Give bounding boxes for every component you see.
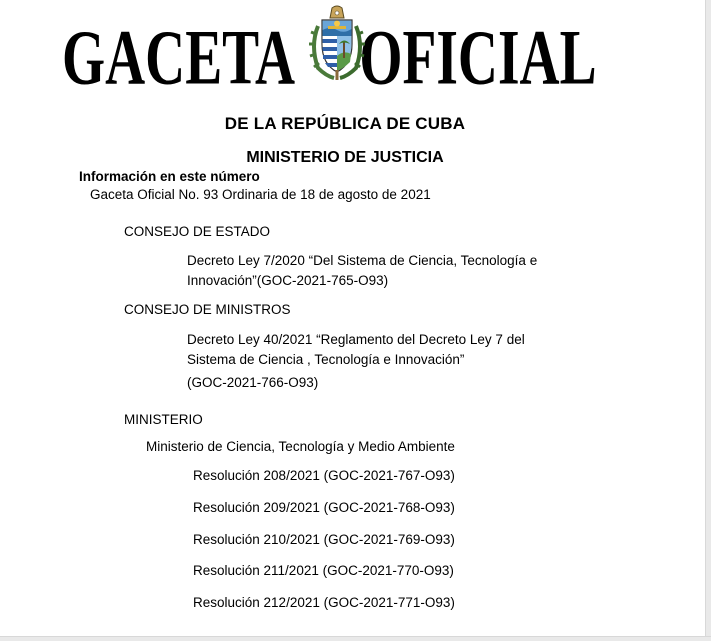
section-heading-consejo-ministros: CONSEJO DE MINISTROS — [124, 302, 291, 317]
entry-line: Decreto Ley 40/2021 “Reglamento del Decreto Ley 7 del — [187, 332, 525, 347]
masthead-word-left: GACETA — [62, 15, 296, 102]
resolution-item: Resolución 212/2021 (GOC-2021-771-O93) — [193, 595, 455, 610]
entry-line: Innovación”(GOC-2021-765-O93) — [187, 273, 389, 288]
gaceta-issue-line: Gaceta Oficial No. 93 Ordinaria de 18 de agosto de 2021 — [90, 187, 431, 202]
ministry-name: MINISTERIO DE JUSTICIA — [246, 149, 444, 166]
entry-line: Sistema de Ciencia , Tecnología e Innovación” — [187, 352, 465, 367]
resolution-item: Resolución 209/2021 (GOC-2021-768-O93) — [193, 500, 455, 515]
viewer-scroll-edge — [705, 0, 711, 640]
section-heading-ministerio: MINISTERIO — [124, 412, 203, 427]
resolution-item: Resolución 210/2021 (GOC-2021-769-O93) — [193, 532, 455, 547]
resolution-item: Resolución 211/2021 (GOC-2021-770-O93) — [193, 563, 454, 578]
info-title: Información en este número — [79, 169, 260, 184]
masthead-subtitle: DE LA REPÚBLICA DE CUBA — [224, 114, 466, 133]
entry-line: Decreto Ley 7/2020 “Del Sistema de Ciencia, Tecnología e — [187, 253, 538, 268]
viewer-bottom-edge — [0, 636, 711, 641]
resolution-item: Resolución 208/2021 (GOC-2021-767-O93) — [193, 468, 455, 483]
section-heading-consejo-estado: CONSEJO DE ESTADO — [124, 224, 271, 239]
coat-of-arms-icon — [306, 4, 368, 82]
masthead-word-right: OFICIAL — [359, 15, 597, 102]
entry-line: (GOC-2021-766-O93) — [187, 375, 319, 390]
ministry-subheading: Ministerio de Ciencia, Tecnología y Medio Ambiente — [146, 439, 455, 454]
